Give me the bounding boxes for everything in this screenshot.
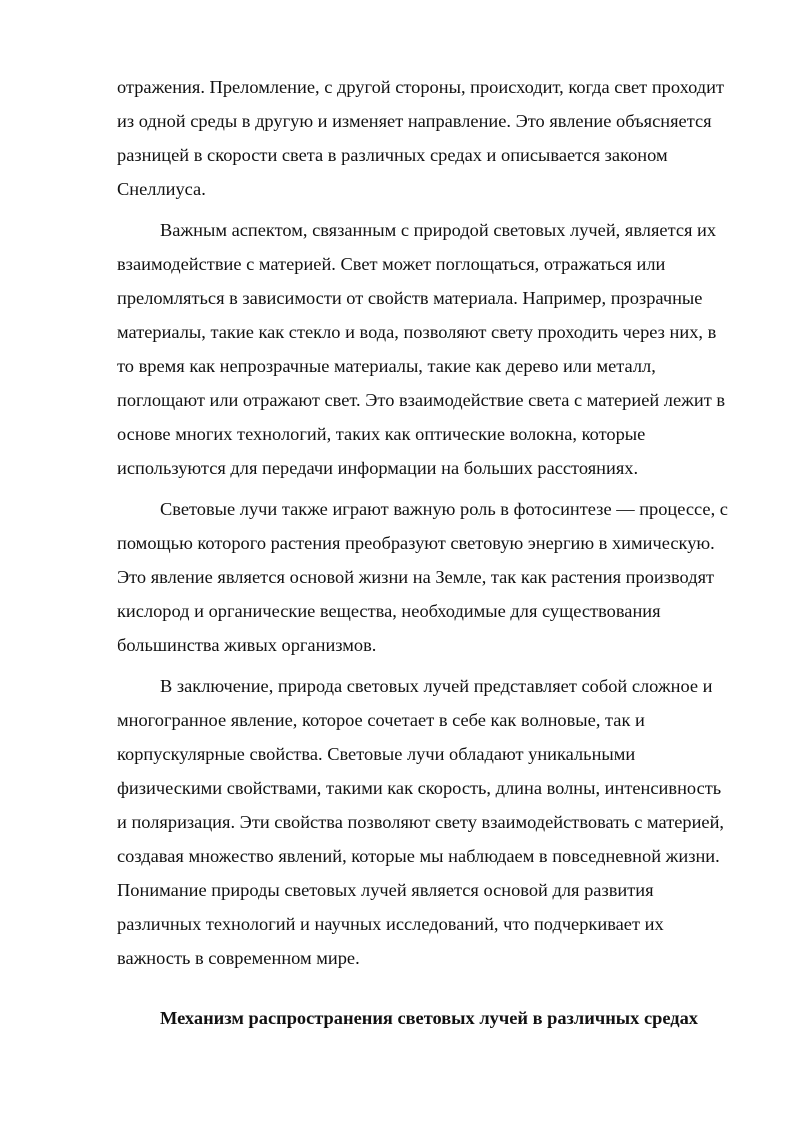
text-line: В заключение, природа световых лучей представляет собой сложное и (160, 676, 713, 696)
text-line: кислород и органические вещества, необходимые для существования (117, 601, 661, 621)
paragraph-matter-interaction (117, 213, 741, 485)
text-line: многогранное явление, которое сочетает в себе как волновые, так и (117, 710, 645, 730)
text-line: различных технологий и научных исследований, что подчеркивает их (117, 914, 664, 934)
text-line: важность в современном мире. (117, 948, 360, 968)
text-line: взаимодействие с материей. Свет может поглощаться, отражаться или (117, 254, 666, 274)
text-line: Важным аспектом, связанным с природой световых лучей, является их (160, 220, 717, 240)
text-line: то время как непрозрачные материалы, такие как дерево или металл, (117, 356, 656, 376)
text-line: корпускулярные свойства. Световые лучи обладают уникальными (117, 744, 636, 764)
text-line: создавая множество явлений, которые мы наблюдаем в повседневной жизни. (117, 846, 720, 866)
text-line: основе многих технологий, таких как оптические волокна, которые (117, 424, 646, 444)
text-line: большинства живых организмов. (117, 635, 377, 655)
text-line: Световые лучи также играют важную роль в фотосинтезе — процессе, с (160, 499, 728, 519)
text-line: используются для передачи информации на больших расстояниях. (117, 458, 639, 478)
text-line: из одной среды в другую и изменяет направление. Это явление объясняется (117, 111, 712, 131)
paragraph-photosynthesis (117, 492, 741, 662)
text-line: поглощают или отражают свет. Это взаимодействие света с материей лежит в (117, 390, 726, 410)
text-line: Это явление является основой жизни на Земле, так как растения производят (117, 567, 715, 587)
paragraph-refraction (117, 70, 741, 206)
body-text (117, 70, 741, 975)
text-line: отражения. Преломление, с другой стороны, происходит, когда свет проходит (117, 77, 724, 97)
text-line: Снеллиуса. (117, 179, 206, 199)
text-line: помощью которого растения преобразуют световую энергию в химическую. (117, 533, 715, 553)
text-line: разницей в скорости света в различных средах и описывается законом (117, 145, 668, 165)
text-line: материалы, такие как стекло и вода, позволяют свету проходить через них, в (117, 322, 717, 342)
text-line: и поляризация. Эти свойства позволяют свету взаимодействовать с материей, (117, 812, 725, 832)
text-line: преломляться в зависимости от свойств материала. Например, прозрачные (117, 288, 703, 308)
text-line: физическими свойствами, такими как скорость, длина волны, интенсивность (117, 778, 722, 798)
text-line: Понимание природы световых лучей является основой для развития (117, 880, 654, 900)
paragraph-conclusion (117, 669, 741, 975)
section-heading: Механизм распространения световых лучей в различных средах (160, 1008, 698, 1028)
